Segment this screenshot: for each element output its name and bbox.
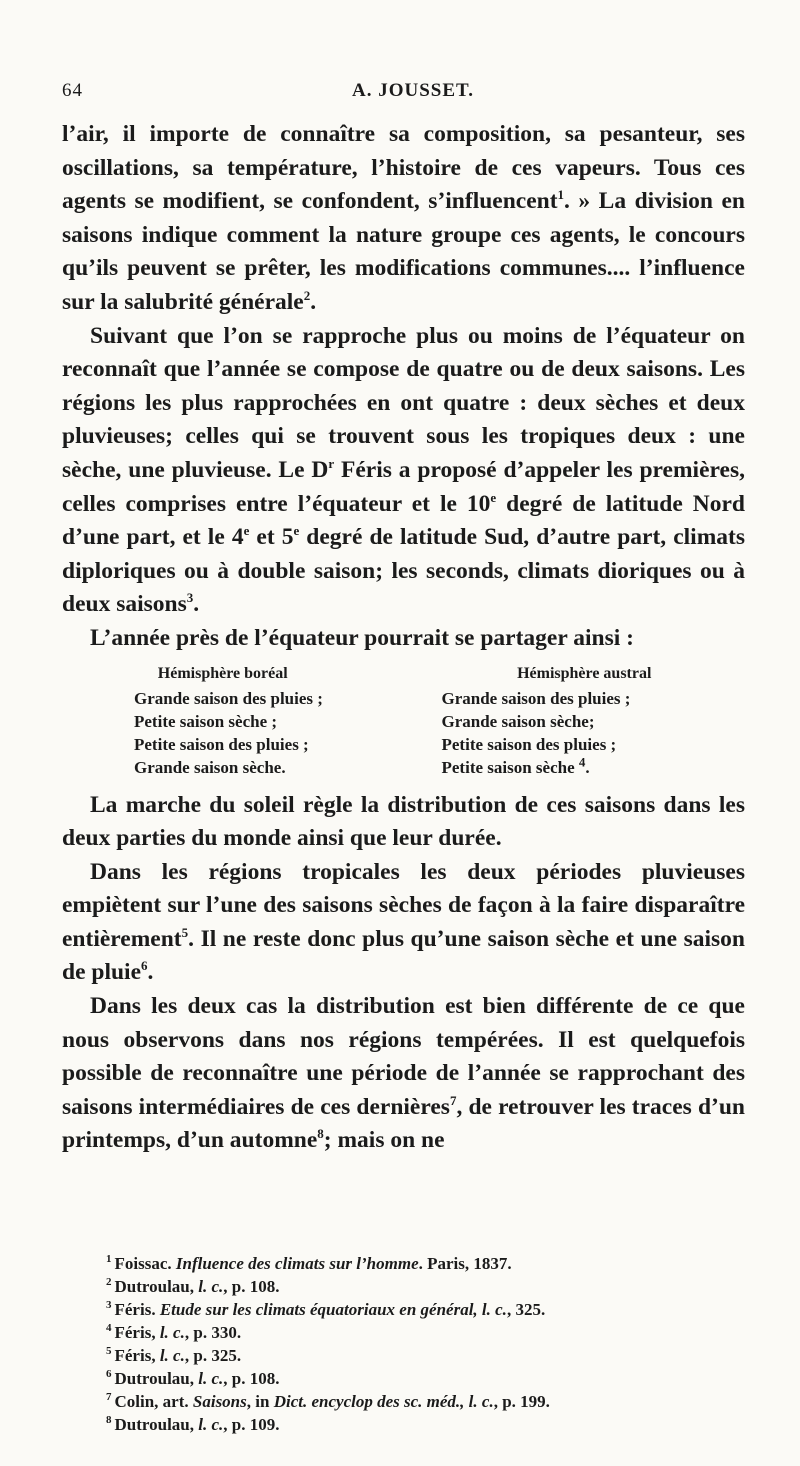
footnote: $^6$ Dutroulau, l. c., p. 108. [106, 1368, 280, 1388]
paragraph-1: l’air, il importe de connaître sa composition, sa pesanteur, ses oscillations, sa température, l’histoire de ces vapeurs. Tous ces agents se modifient, se confondent, s’influencent$^1$. » La division en saisons indique comment la nature groupe ces agents, le concours qu’ils peuvent se prêter, les modifications communes.... l’influence sur la salubrité générale$^2$. [62, 121, 745, 315]
north-hemisphere-column [62, 662, 384, 779]
north-row: Petite saison sèche ; [134, 711, 278, 731]
paragraph-3: L’année près de l’équateur pourrait se partager ainsi : [90, 624, 634, 651]
paragraph-2: Suivant que l’on se rapproche plus ou moins de l’équateur on reconnaît que l’année se compose de quatre ou de deux saisons. Les régions les plus rapprochées en ont quatre : deux sèches et deux pluvieuses; celles qui se trouvent sous les tropiques deux : une sèche, une pluvieuse. Le $D^r$ Féris a proposé d’appeler les premières, celles comprises entre l’équateur et le 10e degré de latitude Nord d’une part, et le 4e et 5e degré de latitude Sud, d’autre part, climats diploriques ou à double saison; les seconds, climats dioriques ou à deux saisons$^3$. [62, 322, 746, 618]
north-row: Grande saison sèche. [134, 757, 286, 777]
south-row: Grande saison des pluies ; [441, 688, 631, 708]
north-heading: Hémisphère boréal [157, 664, 288, 682]
south-row: Petite saison des pluies ; [441, 734, 617, 754]
footnote-ref-1[interactable]: 1 [557, 187, 565, 203]
page-number: 64 [62, 80, 83, 101]
paragraph-4: La marche du soleil règle la distribution de ces saisons dans les deux parties du monde ainsi que leur durée. [62, 791, 745, 852]
north-row: Petite saison des pluies ; [134, 734, 309, 754]
running-header [62, 80, 742, 110]
footnote: $^5$ Féris, l. c., p. 325. [106, 1345, 242, 1365]
running-title: A. JOUSSET. [352, 80, 475, 101]
south-row: Grande saison sèche; [441, 711, 595, 731]
paragraph-6: Dans les deux cas la distribution est bien différente de ce que nous observons dans nos régions tempérées. Il est quelquefois possible de reconnaître une période de l’année se rapprochant des saisons intermédiaires de ces dernières$^7$, de retrouver les traces d’un printemps, d’un automne$^8$; mais on ne [62, 993, 745, 1154]
footnote: $^4$ Féris, l. c., p. 330. [106, 1322, 242, 1342]
footnote-ref-8[interactable]: 8 [317, 1126, 324, 1142]
footnotes [106, 1252, 746, 1436]
footnote: $^1$ Foissac. Influence des climats sur l’homme. Paris, 1837. [106, 1253, 512, 1273]
paragraph-5: Dans les régions tropicales les deux périodes pluvieuses empiètent sur l’une des saisons sèches de façon à la faire disparaître entièrement$^5$. Il ne reste donc plus qu’une saison sèche et une saison de pluie$^6$. [62, 858, 745, 986]
footnote-ref-6[interactable]: 6 [141, 958, 148, 974]
main-text [62, 118, 745, 1158]
footnote-ref-5[interactable]: 5 [181, 925, 189, 941]
south-hemisphere-column [424, 662, 746, 779]
footnote: $^8$ Dutroulau, l. c., p. 109. [106, 1414, 280, 1434]
south-heading: Hémisphère austral [517, 664, 652, 682]
footnote-ref-3[interactable]: 3 [186, 590, 194, 606]
footnote: $^3$ Féris. Etude sur les climats équatoriaux en général, l. c., 325. [106, 1299, 546, 1319]
footnote-ref-7[interactable]: 7 [449, 1093, 457, 1109]
south-row: Petite saison sèche $^4$. [441, 753, 590, 777]
seasons-table [62, 662, 745, 779]
north-row: Grande saison des pluies ; [134, 688, 323, 708]
footnote: $^2$ Dutroulau, l. c., p. 108. [106, 1276, 280, 1296]
footnote-ref-4[interactable]: 4 [578, 753, 586, 769]
footnote: $^7$ Colin, art. Saisons, in Dict. encyclop des sc. méd., l. c., p. 199. [106, 1391, 550, 1411]
footnote-ref-2[interactable]: 2 [303, 288, 311, 304]
